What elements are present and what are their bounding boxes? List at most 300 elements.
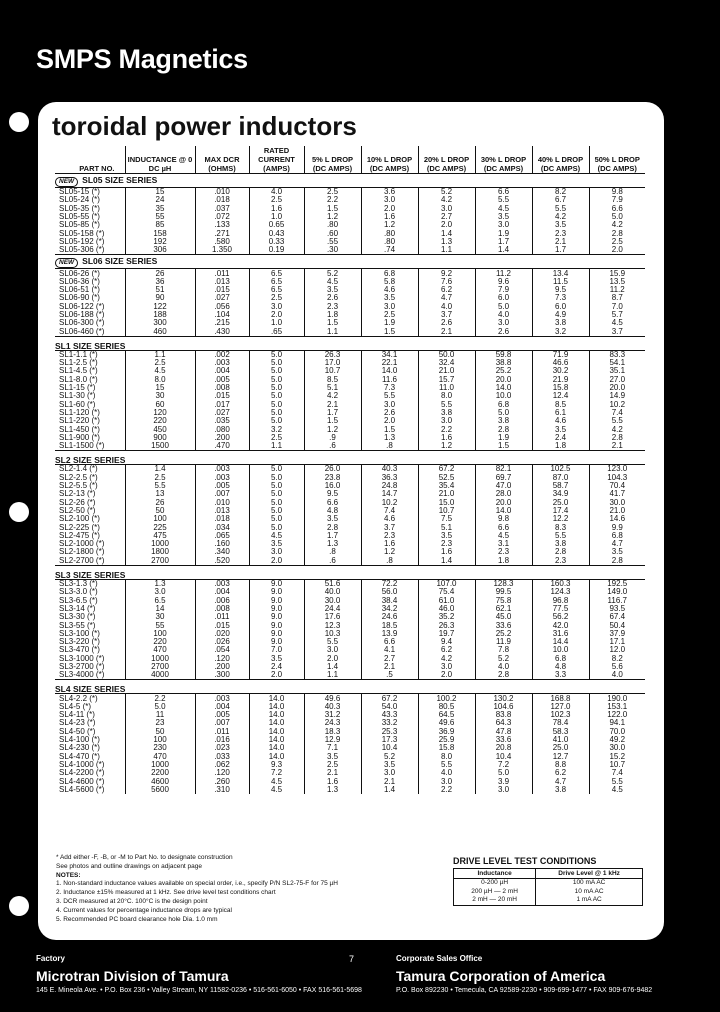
table-row xyxy=(55,350,645,359)
value-cell: 7.3 xyxy=(532,294,589,302)
value-cell: .003 xyxy=(195,694,249,703)
value-cell: 14.0 xyxy=(249,753,304,761)
value-cell: 2.1 xyxy=(361,777,418,785)
value-cell: 1000 xyxy=(125,540,195,548)
value-cell: 8.3 xyxy=(532,523,589,531)
footer-address: P.O. Box 892230 • Temecula, CA 92589-2230 • 909-699-1477 • FAX 909-676-9482 xyxy=(396,987,653,994)
table-row xyxy=(55,384,645,392)
value-cell: 2.3 xyxy=(532,229,589,237)
value-cell: 5.0 xyxy=(249,507,304,515)
value-cell: 33.2 xyxy=(361,719,418,727)
value-cell: 33.6 xyxy=(475,621,532,629)
value-cell: .004 xyxy=(195,367,249,375)
value-cell: 2.5 xyxy=(249,294,304,302)
value-cell: .033 xyxy=(195,753,249,761)
value-cell: 3.2 xyxy=(532,327,589,336)
value-cell: 5.0 xyxy=(475,769,532,777)
value-cell: 2.6 xyxy=(418,319,475,327)
table-row xyxy=(55,711,645,719)
value-cell: 20.0 xyxy=(475,499,532,507)
value-cell: 36 xyxy=(125,278,195,286)
value-cell: 56.2 xyxy=(532,613,589,621)
value-cell: 55 xyxy=(125,213,195,221)
value-cell: .034 xyxy=(195,523,249,531)
part-number-cell: SL05-24 (*) xyxy=(59,196,100,205)
value-cell: 9.5 xyxy=(532,286,589,294)
value-cell: 12.4 xyxy=(532,392,589,400)
value-cell: 1.1 xyxy=(125,350,195,359)
value-cell: 1.3 xyxy=(125,579,195,588)
value-cell: 15.0 xyxy=(418,499,475,507)
column-header: INDUCTANCE @ 0 DC µH xyxy=(125,146,195,174)
series-header-row xyxy=(55,255,645,269)
value-cell: 7.0 xyxy=(249,646,304,654)
value-cell: 7.4 xyxy=(589,769,645,777)
value-cell: .8 xyxy=(304,548,361,556)
part-number-cell: SL1-4.5 (*) xyxy=(59,367,98,376)
value-cell: 71.9 xyxy=(532,350,589,359)
value-cell: .023 xyxy=(195,744,249,752)
value-cell: 12.2 xyxy=(532,515,589,523)
value-cell: 52.5 xyxy=(418,474,475,482)
value-cell: .037 xyxy=(195,205,249,213)
part-number-cell: SL3-6.5 (*) xyxy=(59,596,98,605)
drive-cell: 10 mA AC xyxy=(574,887,604,895)
part-number-cell: SL3-1.3 (*) xyxy=(59,579,98,589)
part-number-cell: SL2-50 (*) xyxy=(59,506,96,515)
value-cell: 34.9 xyxy=(532,490,589,498)
column-header: 5% L DROP (DC AMPS) xyxy=(304,146,361,174)
part-number-cell: SL06-460 (*) xyxy=(59,327,105,336)
value-cell: 460 xyxy=(125,327,195,336)
value-cell: 24.6 xyxy=(361,613,418,621)
value-cell: .80 xyxy=(361,229,418,237)
value-cell: 21.0 xyxy=(589,507,645,515)
value-cell: 3.5 xyxy=(532,221,589,229)
value-cell: 122 xyxy=(125,303,195,311)
value-cell: 6.0 xyxy=(532,303,589,311)
value-cell: .013 xyxy=(195,507,249,515)
table-row xyxy=(55,311,645,319)
value-cell: 2.4 xyxy=(249,663,304,671)
value-cell: 9.0 xyxy=(249,605,304,613)
value-cell: 14.7 xyxy=(361,490,418,498)
value-cell: 8.7 xyxy=(589,294,645,302)
value-cell: .015 xyxy=(195,392,249,400)
value-cell: 83.8 xyxy=(475,711,532,719)
value-cell: 19.7 xyxy=(418,630,475,638)
value-cell: 2.0 xyxy=(304,655,361,663)
value-cell: 6.6 xyxy=(475,188,532,197)
value-cell: 8.0 xyxy=(418,392,475,400)
drive-col-level: Drive Level @ 1 kHz xyxy=(536,869,643,879)
value-cell: 7.2 xyxy=(475,761,532,769)
value-cell: 102.3 xyxy=(532,711,589,719)
value-cell: 7.2 xyxy=(249,769,304,777)
value-cell: 6.8 xyxy=(589,532,645,540)
value-cell: 93.5 xyxy=(589,605,645,613)
part-number-cell: SL4-1000 (*) xyxy=(59,760,105,769)
value-cell: 6.7 xyxy=(532,196,589,204)
value-cell: .160 xyxy=(195,540,249,548)
table-row xyxy=(55,482,645,490)
value-cell: 2.1 xyxy=(304,401,361,409)
part-number-cell: SL06-122 (*) xyxy=(59,302,105,311)
value-cell: .072 xyxy=(195,213,249,221)
value-cell: 20.8 xyxy=(475,744,532,752)
value-cell: 3.5 xyxy=(249,540,304,548)
part-number-cell: SL4-5 (*) xyxy=(59,702,92,711)
value-cell: 1.0 xyxy=(249,319,304,327)
value-cell: 12.9 xyxy=(304,736,361,744)
table-row xyxy=(55,621,645,629)
value-cell: 2200 xyxy=(125,769,195,777)
value-cell: 35.4 xyxy=(418,482,475,490)
drive-title: DRIVE LEVEL TEST CONDITIONS xyxy=(453,856,597,866)
inductor-spec-table xyxy=(55,146,645,794)
table-row xyxy=(55,196,645,204)
value-cell: 14.0 xyxy=(249,719,304,727)
part-number-cell: SL05-306 (*) xyxy=(59,246,105,255)
star-note-2: See photos and outline drawings on adjacent page xyxy=(56,862,202,870)
value-cell: 27.0 xyxy=(589,376,645,384)
table-row xyxy=(55,319,645,327)
value-cell: 8.5 xyxy=(532,401,589,409)
table-row xyxy=(55,359,645,367)
value-cell: 30.0 xyxy=(589,744,645,752)
value-cell: 3.0 xyxy=(418,417,475,425)
part-number-cell: SL4-11 (*) xyxy=(59,711,95,720)
value-cell: 220 xyxy=(125,417,195,425)
value-cell: .215 xyxy=(195,319,249,327)
value-cell: 4.2 xyxy=(304,392,361,400)
value-cell: 20.0 xyxy=(475,376,532,384)
value-cell: 9.8 xyxy=(589,188,645,197)
column-header: 20% L DROP (DC AMPS) xyxy=(418,146,475,174)
value-cell: 2.5 xyxy=(125,474,195,482)
value-cell: 5.0 xyxy=(249,499,304,507)
value-cell: 10.7 xyxy=(589,761,645,769)
part-number-cell: SL4-50 (*) xyxy=(59,727,96,736)
value-cell: 15.8 xyxy=(418,744,475,752)
value-cell: 1.2 xyxy=(418,442,475,451)
table-row xyxy=(55,213,645,221)
column-header: 50% L DROP (DC AMPS) xyxy=(589,146,645,174)
value-cell: 20.0 xyxy=(589,384,645,392)
note-item: 4. Current values for percentage inductance drops are typical xyxy=(56,906,232,914)
value-cell: .104 xyxy=(195,311,249,319)
value-cell: 5.0 xyxy=(249,465,304,474)
drive-cell: 200 µH — 2 mH xyxy=(454,888,536,897)
new-badge: NEW xyxy=(55,177,78,187)
value-cell: 5.0 xyxy=(249,392,304,400)
value-cell: .80 xyxy=(304,221,361,229)
value-cell: .120 xyxy=(195,655,249,663)
value-cell: 35 xyxy=(125,205,195,213)
value-cell: 2.0 xyxy=(361,205,418,213)
value-cell: .007 xyxy=(195,719,249,727)
part-number-cell: SL3-30 (*) xyxy=(59,613,96,622)
value-cell: 2.6 xyxy=(304,294,361,302)
value-cell: .002 xyxy=(195,350,249,359)
value-cell: 4.0 xyxy=(418,769,475,777)
table-row xyxy=(55,425,645,433)
value-cell: 10.3 xyxy=(304,630,361,638)
value-cell: 77.5 xyxy=(532,605,589,613)
column-header: 40% L DROP (DC AMPS) xyxy=(532,146,589,174)
drive-table xyxy=(453,868,643,906)
part-number-cell: SL4-230 (*) xyxy=(59,744,100,753)
value-cell: 2.7 xyxy=(418,213,475,221)
value-cell: 0.33 xyxy=(249,238,304,246)
value-cell: .004 xyxy=(195,703,249,711)
value-cell: 4.7 xyxy=(532,777,589,785)
value-cell: 9.2 xyxy=(418,269,475,278)
value-cell: 6.6 xyxy=(361,638,418,646)
value-cell: 11 xyxy=(125,711,195,719)
value-cell: 188 xyxy=(125,311,195,319)
value-cell: 4.2 xyxy=(589,425,645,433)
value-cell: 13 xyxy=(125,490,195,498)
value-cell: 9.0 xyxy=(249,630,304,638)
table-row xyxy=(55,646,645,654)
part-number-cell: SL06-90 (*) xyxy=(59,294,100,303)
value-cell: 4.0 xyxy=(475,311,532,319)
value-cell: 22.1 xyxy=(361,359,418,367)
value-cell: 5.2 xyxy=(361,753,418,761)
value-cell: 78.4 xyxy=(532,719,589,727)
value-cell: 6.1 xyxy=(532,409,589,417)
table-row xyxy=(55,728,645,736)
value-cell: 25.0 xyxy=(532,744,589,752)
value-cell: 26 xyxy=(125,499,195,507)
value-cell: 12.0 xyxy=(589,646,645,654)
part-number-cell: SL2-1800 (*) xyxy=(59,548,105,557)
value-cell: 2.8 xyxy=(589,557,645,566)
value-cell: 14.4 xyxy=(532,638,589,646)
value-cell: 15.8 xyxy=(532,384,589,392)
part-number-cell: SL1-1500 (*) xyxy=(59,442,105,451)
value-cell: 2.3 xyxy=(532,557,589,566)
value-cell: 5.5 xyxy=(589,777,645,785)
value-cell: 2.0 xyxy=(249,557,304,566)
footer-label: Factory xyxy=(36,954,65,963)
value-cell: 5.0 xyxy=(249,384,304,392)
value-cell: 11.2 xyxy=(589,286,645,294)
value-cell: 17.1 xyxy=(589,638,645,646)
value-cell: 5.7 xyxy=(589,311,645,319)
value-cell: 102.5 xyxy=(532,465,589,474)
value-cell: 1.7 xyxy=(304,409,361,417)
value-cell: 1.5 xyxy=(304,205,361,213)
value-cell: 5.5 xyxy=(475,196,532,204)
value-cell: 5.0 xyxy=(249,515,304,523)
value-cell: .005 xyxy=(195,482,249,490)
value-cell: 5.0 xyxy=(249,376,304,384)
table-row xyxy=(55,376,645,384)
part-number-cell: SL3-14 (*) xyxy=(59,604,96,613)
value-cell: 96.8 xyxy=(532,596,589,604)
value-cell: 5.6 xyxy=(589,663,645,671)
value-cell: 1.5 xyxy=(475,442,532,451)
value-cell: 24.4 xyxy=(304,605,361,613)
value-cell: 220 xyxy=(125,638,195,646)
value-cell: 1.1 xyxy=(418,246,475,255)
value-cell: 17.3 xyxy=(361,736,418,744)
value-cell: 2.5 xyxy=(304,188,361,197)
value-cell: 94.1 xyxy=(589,719,645,727)
value-cell: 51 xyxy=(125,286,195,294)
value-cell: .035 xyxy=(195,417,249,425)
value-cell: 1.7 xyxy=(304,532,361,540)
value-cell: 3.0 xyxy=(418,663,475,671)
value-cell: 160.3 xyxy=(532,579,589,588)
value-cell: 37.9 xyxy=(589,630,645,638)
value-cell: 6.8 xyxy=(532,655,589,663)
value-cell: 4.2 xyxy=(418,655,475,663)
part-number-cell: SL1-8.0 (*) xyxy=(59,375,98,384)
value-cell: 1.5 xyxy=(361,425,418,433)
value-cell: 2.1 xyxy=(304,769,361,777)
value-cell: 14.0 xyxy=(475,507,532,515)
binder-hole xyxy=(9,896,29,916)
table-row xyxy=(55,548,645,556)
part-number-cell: SL3-220 (*) xyxy=(59,637,100,647)
table-row xyxy=(55,499,645,507)
value-cell: 3.0 xyxy=(361,196,418,204)
table-row xyxy=(55,540,645,548)
value-cell: .133 xyxy=(195,221,249,229)
value-cell: 2.8 xyxy=(304,523,361,531)
value-cell: 75.4 xyxy=(418,588,475,596)
value-cell: 6.6 xyxy=(304,499,361,507)
value-cell: 36.3 xyxy=(361,474,418,482)
value-cell: 1.1 xyxy=(304,671,361,680)
table-row xyxy=(55,367,645,375)
value-cell: 3.5 xyxy=(249,655,304,663)
footer-company: Microtran Division of Tamura xyxy=(36,968,229,984)
value-cell: 4.0 xyxy=(418,303,475,311)
table-row xyxy=(55,655,645,663)
value-cell: 8.0 xyxy=(418,753,475,761)
value-cell: 3.0 xyxy=(361,769,418,777)
value-cell: 7.6 xyxy=(418,278,475,286)
value-cell: 1.4 xyxy=(361,786,418,794)
value-cell: 1500 xyxy=(125,442,195,451)
notes-heading: NOTES: xyxy=(56,871,81,879)
value-cell: 2.3 xyxy=(361,532,418,540)
value-cell: 2.8 xyxy=(532,548,589,556)
part-number-cell: SL2-475 (*) xyxy=(59,531,100,540)
value-cell: 4.2 xyxy=(532,213,589,221)
note-item: 2. Inductance ±15% measured at 1 kHz. See drive level test conditions chart xyxy=(56,889,276,897)
value-cell: 2.5 xyxy=(361,311,418,319)
value-cell: 8.2 xyxy=(532,188,589,197)
note-item: 1. Non-standard inductance values available on special order, i.e., specify P/N SL2-75-F for 75 µH xyxy=(56,880,338,888)
value-cell: 26 xyxy=(125,269,195,278)
value-cell: 11.9 xyxy=(475,638,532,646)
value-cell: 5.1 xyxy=(418,523,475,531)
series-title: SL1 SIZE SERIES xyxy=(55,340,126,351)
value-cell: 64.5 xyxy=(418,711,475,719)
value-cell: 80.5 xyxy=(418,703,475,711)
value-cell: 87.0 xyxy=(532,474,589,482)
value-cell: 2.5 xyxy=(589,238,645,246)
value-cell: 69.7 xyxy=(475,474,532,482)
table-row xyxy=(55,753,645,761)
value-cell: 31.6 xyxy=(532,630,589,638)
value-cell: 8.0 xyxy=(125,376,195,384)
value-cell: 25.9 xyxy=(418,736,475,744)
part-number-cell: SL06-300 (*) xyxy=(59,319,105,328)
value-cell: 59.8 xyxy=(475,350,532,359)
value-cell: 70.0 xyxy=(589,728,645,736)
value-cell: 190.0 xyxy=(589,694,645,703)
value-cell: 9.8 xyxy=(475,515,532,523)
value-cell: 7.4 xyxy=(361,507,418,515)
value-cell: 3.6 xyxy=(361,188,418,197)
value-cell: 1.4 xyxy=(475,246,532,255)
footer-company: Tamura Corporation of America xyxy=(396,968,606,984)
value-cell: 25.0 xyxy=(532,499,589,507)
value-cell: 5.0 xyxy=(249,482,304,490)
value-cell: 3.7 xyxy=(589,327,645,336)
value-cell: 3.5 xyxy=(589,548,645,556)
value-cell: 128.3 xyxy=(475,579,532,588)
value-cell: 13.4 xyxy=(532,269,589,278)
value-cell: .120 xyxy=(195,769,249,777)
part-number-cell: SL3-2700 (*) xyxy=(59,662,105,671)
value-cell: 1.350 xyxy=(195,246,249,255)
value-cell: 7.1 xyxy=(304,744,361,752)
value-cell: 31.2 xyxy=(304,711,361,719)
value-cell: 100 xyxy=(125,630,195,638)
value-cell: 17.0 xyxy=(304,359,361,367)
value-cell: 192.5 xyxy=(589,579,645,588)
value-cell: 2.0 xyxy=(249,671,304,680)
value-cell: 1.3 xyxy=(361,434,418,442)
brand-title: SMPS Magnetics xyxy=(36,44,248,74)
value-cell: .054 xyxy=(195,646,249,654)
value-cell: 3.8 xyxy=(475,417,532,425)
value-cell: 4.5 xyxy=(589,786,645,794)
part-number-cell: SL4-4600 (*) xyxy=(59,777,105,786)
value-cell: 4600 xyxy=(125,777,195,785)
part-number-cell: SL3-470 (*) xyxy=(59,646,100,655)
table-row xyxy=(55,246,645,255)
value-cell: .260 xyxy=(195,777,249,785)
value-cell: .011 xyxy=(195,728,249,736)
value-cell: 2.0 xyxy=(418,221,475,229)
value-cell: 51.6 xyxy=(304,579,361,588)
value-cell: 1.3 xyxy=(418,238,475,246)
part-number-cell: SL4-100 (*) xyxy=(59,735,100,745)
value-cell: 104.6 xyxy=(475,703,532,711)
value-cell: 4.5 xyxy=(589,319,645,327)
value-cell: 4.0 xyxy=(249,188,304,197)
value-cell: .011 xyxy=(195,613,249,621)
value-cell: 67.2 xyxy=(418,465,475,474)
value-cell: 41.0 xyxy=(532,736,589,744)
value-cell: 149.0 xyxy=(589,588,645,596)
value-cell: 2.1 xyxy=(418,327,475,336)
value-cell: 5.0 xyxy=(249,350,304,359)
value-cell: 104.3 xyxy=(589,474,645,482)
series-header-row xyxy=(55,174,645,188)
value-cell: 3.0 xyxy=(249,548,304,556)
table-row xyxy=(55,188,645,197)
value-cell: 6.0 xyxy=(475,294,532,302)
